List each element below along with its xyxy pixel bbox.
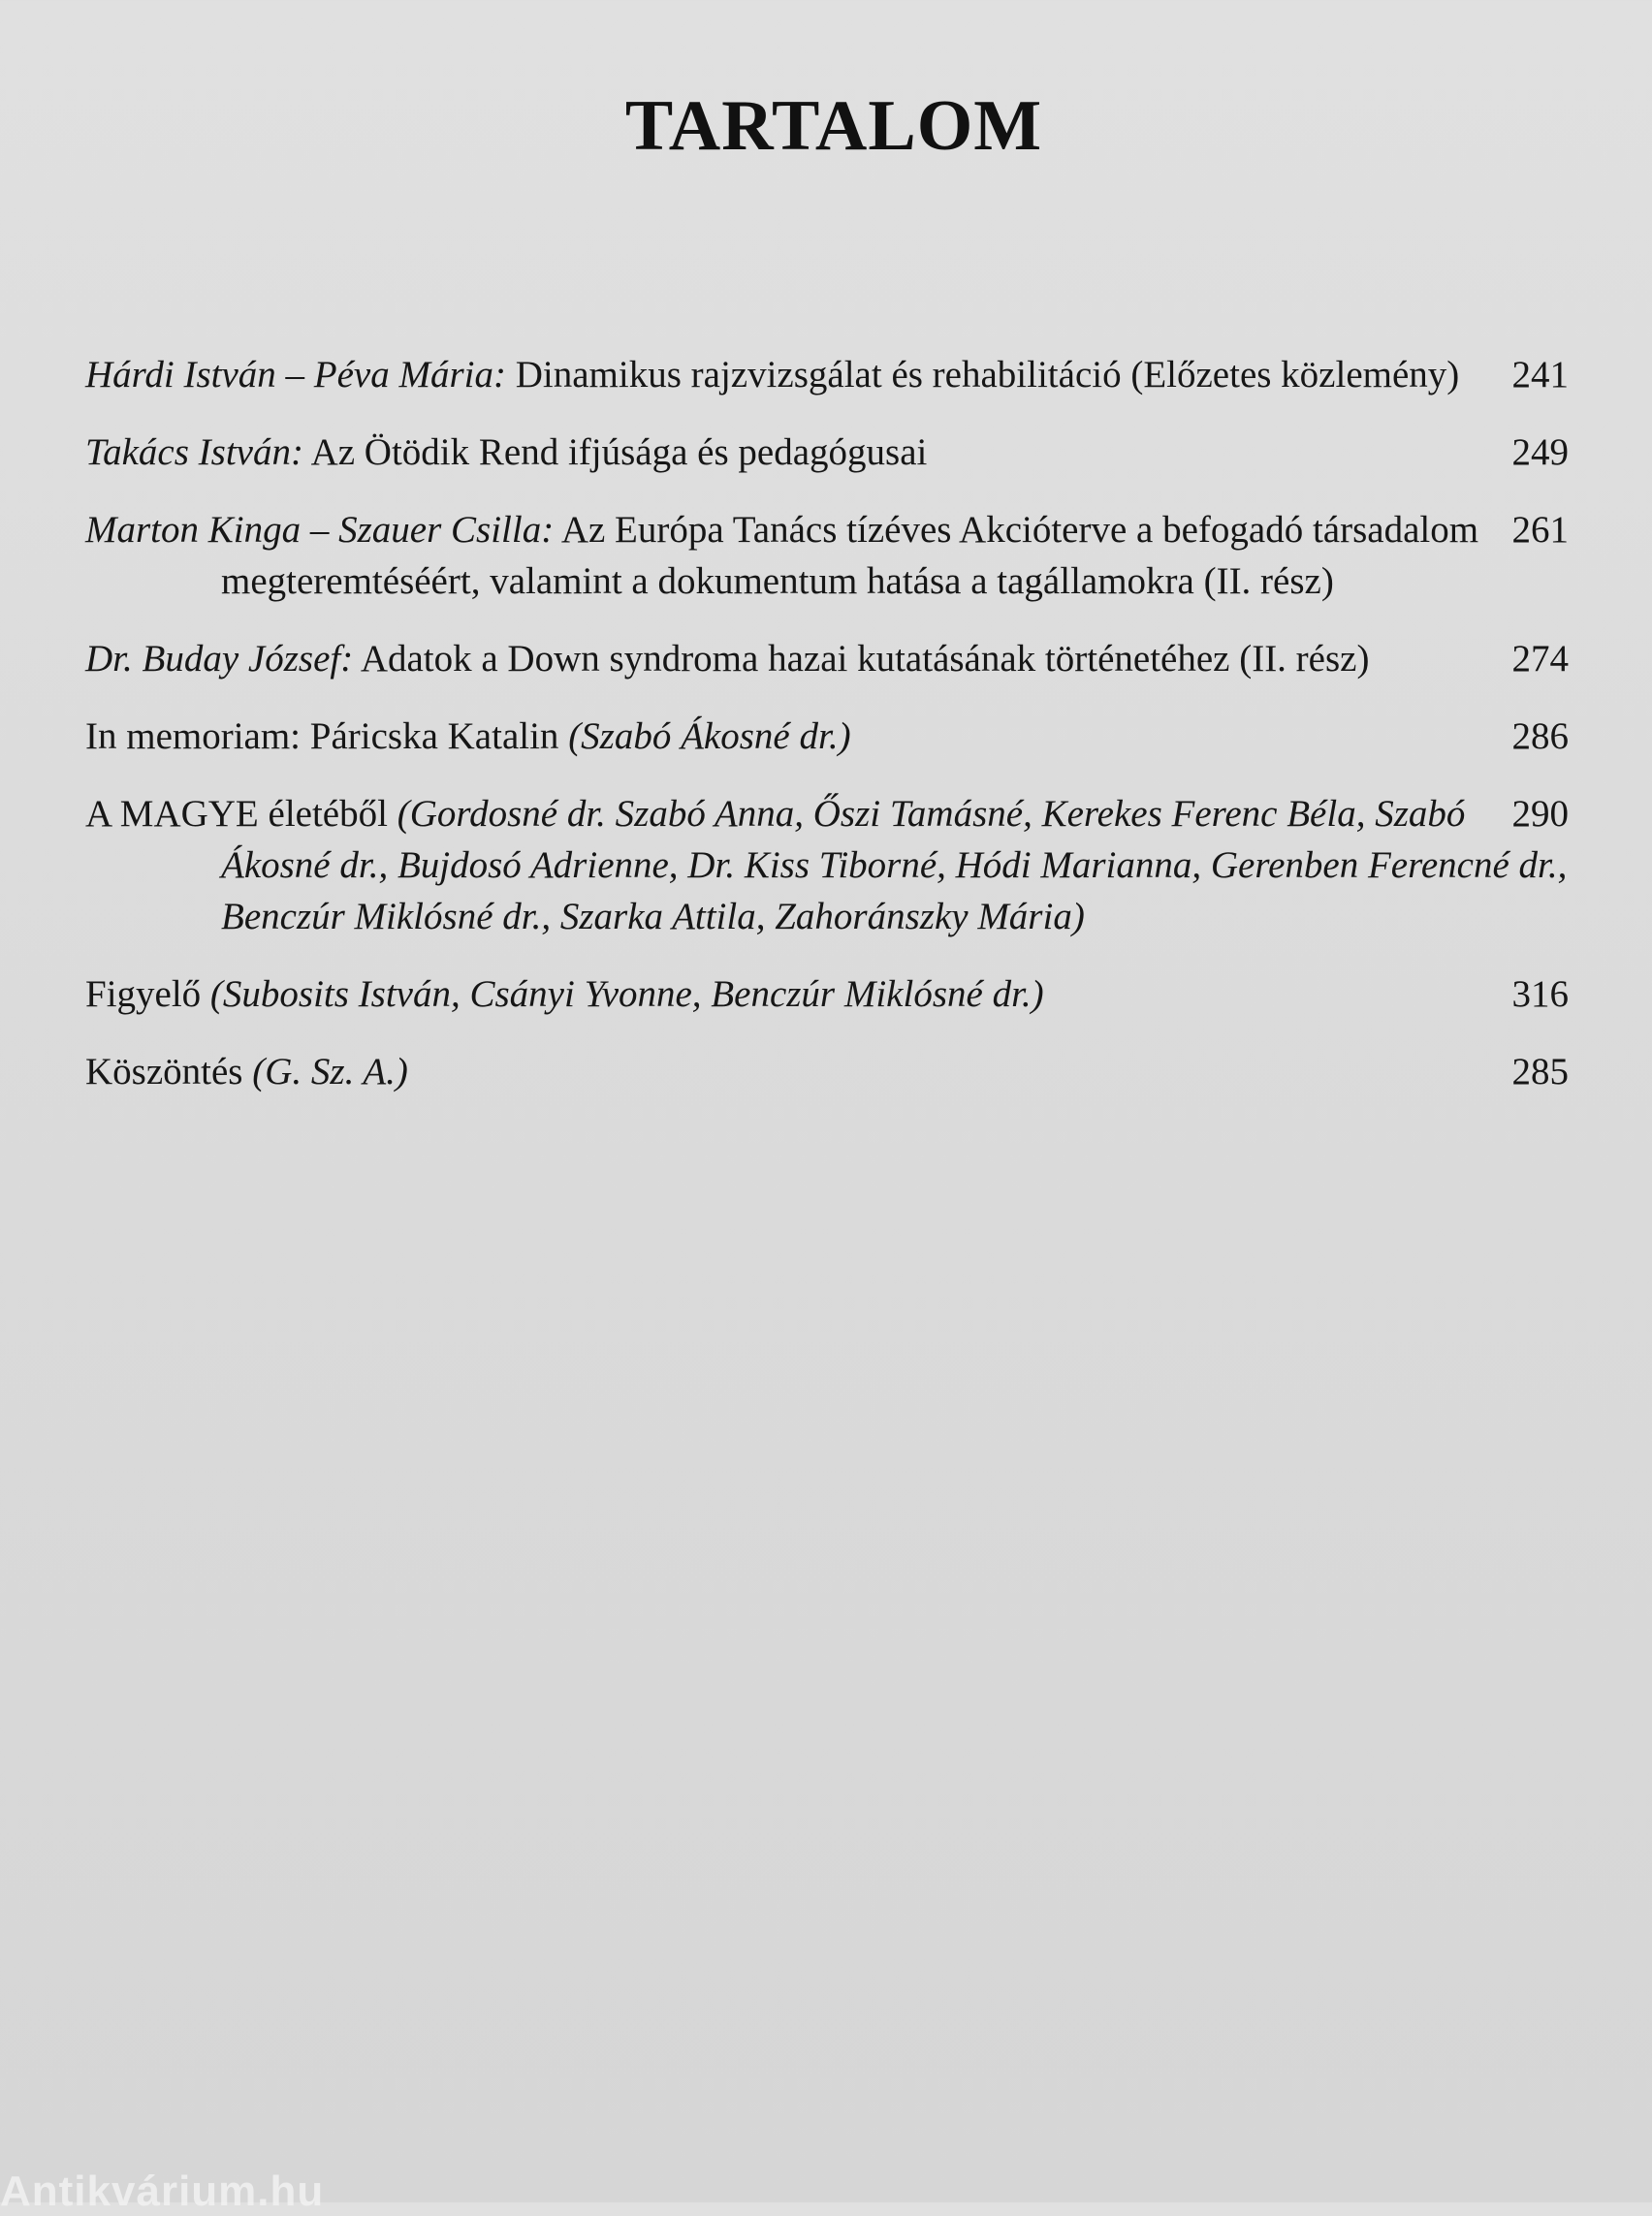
- toc-entry-text: [85, 1046, 1578, 1097]
- toc-entry-page: 261: [1511, 509, 1569, 551]
- toc-entry: [85, 349, 1569, 400]
- toc-entry-author: Dr. Buday József:: [85, 638, 354, 680]
- toc-entry-title: Az Európa Tanács tízéves Akcióterve a befogadó társadalom megteremtéséért, valamint a dokumentum hatása a tagállamokra (II. rész): [221, 509, 1479, 602]
- watermark: Antikvárium.hu: [0, 2168, 325, 2215]
- toc-entry-page: 316: [1511, 973, 1569, 1015]
- toc-entry-text: [85, 788, 1578, 942]
- toc-entry-page: 290: [1511, 793, 1569, 835]
- toc-entry-author: Takács István:: [85, 431, 303, 473]
- toc-entry-text: [85, 711, 1578, 762]
- toc-entry: [85, 427, 1569, 478]
- toc-entry-title: Dinamikus rajzvizsgálat és rehabilitáció (Előzetes közlemény): [515, 354, 1460, 396]
- toc-entry: [85, 1046, 1569, 1097]
- toc-entry: [85, 711, 1569, 762]
- toc-entry: [85, 788, 1569, 942]
- toc-entry-page: 286: [1511, 715, 1569, 757]
- toc-entry-text: [85, 427, 1578, 478]
- toc-entry-page: 249: [1511, 431, 1569, 473]
- toc-entry-contributors: (Szabó Ákosné dr.): [568, 715, 851, 757]
- toc-entry-page: 285: [1511, 1051, 1569, 1092]
- table-of-contents: [85, 349, 1569, 1097]
- toc-entry-text: [85, 504, 1578, 607]
- toc-entry: [85, 504, 1569, 607]
- toc-entry-text: [85, 633, 1578, 684]
- toc-entry-contributors: (Gordosné dr. Szabó Anna, Őszi Tamásné, Kerekes Ferenc Béla, Szabó Ákosné dr., Bujdosó Adrienne, Dr. Kiss Tiborné, Hódi Marianna, Gerenben Ferencné dr., Benczúr Miklósné dr., Szarka Attila, Zahoránszky Mária): [221, 793, 1568, 937]
- toc-entry-text: [85, 968, 1578, 1020]
- toc-entry-title: A MAGYE életéből: [85, 793, 388, 835]
- toc-entry-title: Figyelő: [85, 973, 202, 1015]
- toc-entry-title: Az Ötödik Rend ifjúsága és pedagógusai: [310, 431, 928, 473]
- toc-entry-page: 274: [1511, 638, 1569, 680]
- toc-entry: [85, 968, 1569, 1020]
- toc-entry-title: In memoriam: Páricska Katalin: [85, 715, 559, 757]
- toc-entry-page: 241: [1511, 354, 1569, 396]
- toc-entry-title: Adatok a Down syndroma hazai kutatásának történetéhez (II. rész): [360, 638, 1370, 680]
- toc-entry: [85, 633, 1569, 684]
- toc-entry-contributors: (Subosits István, Csányi Yvonne, Benczúr Miklósné dr.): [209, 973, 1044, 1015]
- page-title: TARTALOM: [624, 86, 1043, 166]
- toc-entry-author: Marton Kinga – Szauer Csilla:: [85, 509, 555, 551]
- toc-entry-title: Köszöntés: [85, 1051, 243, 1092]
- toc-entry-author: Hárdi István – Péva Mária:: [85, 354, 506, 396]
- toc-entry-text: [85, 349, 1578, 400]
- toc-entry-contributors: (G. Sz. A.): [252, 1051, 408, 1092]
